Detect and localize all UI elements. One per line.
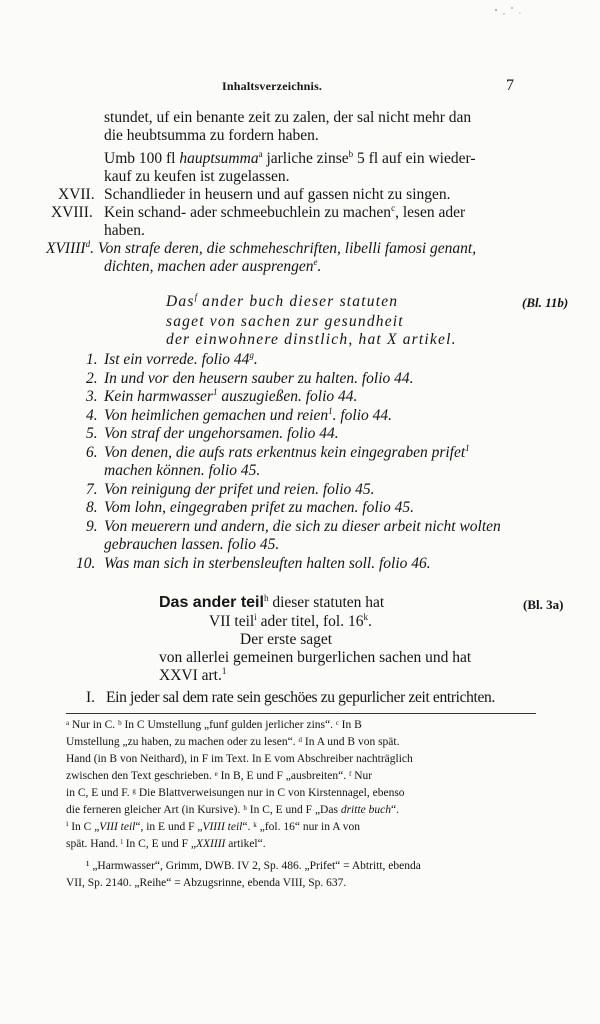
margin-reference: (Bl. 3a) xyxy=(523,597,564,612)
section-heading: Das$^f$ ander buch dieser statuten xyxy=(166,291,399,310)
footnote-line: spät. Hand. ˡ In C, E und F „XXIIII artikel“. xyxy=(66,838,266,850)
entry-text: Ein jeder sal dem rate sein geschöes zu gepurlicher zeit entrichten. xyxy=(106,689,495,706)
article-number: 6. xyxy=(86,443,98,461)
entry-text: Schandlieder in heusern und auf gassen nicht zu singen. xyxy=(104,186,451,203)
text-line: die heubtsumma zu fordern haben. xyxy=(104,127,319,144)
footnote-line: ¹ „Harmwasser“, Grimm, DWB. IV 2, Sp. 486. „Prifet“ = Abtritt, ebenda xyxy=(86,860,421,872)
text-line: Umb 100 fl hauptsumma$^a$ jarliche zinse$^b$ 5 fl auf ein wieder- xyxy=(104,148,476,167)
article-text: Ist ein vorrede. folio 44$^g$. xyxy=(104,349,258,368)
margin-reference: (Bl. 11b) xyxy=(522,295,569,310)
article-text: Von straf der ungehorsamen. folio 44. xyxy=(104,425,339,442)
article-number: 3. xyxy=(86,388,98,405)
article-number: 9. xyxy=(86,517,98,535)
article-text: Von meuerern und andern, die sich zu dieser arbeit nicht wolten xyxy=(104,517,501,535)
section-heading: VII teil$^i$ ader titel, fol. 16$^k$. xyxy=(209,611,372,630)
entry-text: haben. xyxy=(104,222,145,239)
page-number: 7 xyxy=(506,77,514,94)
entry-numeral: I. xyxy=(86,689,96,706)
article-text: In und vor den heusern sauber zu halten. folio 44. xyxy=(104,369,414,387)
article-text: gebrauchen lassen. folio 45. xyxy=(104,536,280,553)
section-heading: der einwohnere dinstlich, hat X artikel. xyxy=(166,331,457,348)
article-number: 1. xyxy=(86,351,98,368)
article-text: Von reinigung der prifet und reien. folio 45. xyxy=(104,480,375,498)
footnote-line: zwischen den Text geschrieben. ᵉ In B, E und F „ausbreiten“. ᶠ Nur xyxy=(66,770,373,782)
article-text: Von denen, die aufs rats erkentnus kein eingegraben prifet$^1$ xyxy=(104,442,470,461)
text-line: kauf zu keufen ist zugelassen. xyxy=(104,168,290,185)
entry-text: dichten, machen ader ausprengen$^e$. xyxy=(104,256,322,275)
section-heading: XXVI art.$^1$ xyxy=(159,665,227,684)
entry-numeral: XVII. xyxy=(58,186,95,203)
section-heading: Der erste saget xyxy=(240,631,333,648)
footnote-line: in C, E und F. ᵍ Die Blattverweisungen nur in C von Kirstennagel, ebenso xyxy=(66,787,405,799)
text-line: stundet, uf ein benante zeit zu zalen, der sal nicht mehr dan xyxy=(104,109,472,126)
entry-text: Kein schand- ader schmeebuchlein zu machen$^c$, lesen ader xyxy=(104,202,466,221)
article-text: machen können. folio 45. xyxy=(104,462,261,479)
footnote-line: Umstellung „zu haben, zu machen oder zu lesen“. ᵈ In A und B von spät. xyxy=(66,736,400,748)
section-heading: Das ander teil$^h$ dieser statuten hat xyxy=(159,592,385,611)
footnote-line: VII, Sp. 2140. „Reihe“ = Abzugsrinne, ebenda VIII, Sp. 637. xyxy=(66,877,347,889)
article-text: Von heimlichen gemachen und reien$^1$. folio 44. xyxy=(104,405,393,424)
article-text: Kein harmwasser$^1$ auszugießen. folio 44. xyxy=(104,386,358,405)
running-header: Inhaltsverzeichnis. xyxy=(222,79,323,93)
article-number: 10. xyxy=(76,554,96,572)
article-number: 8. xyxy=(86,499,98,516)
article-text: Vom lohn, eingegraben prifet zu machen. folio 45. xyxy=(104,499,414,516)
entry-numeral: XVIII. xyxy=(51,204,93,221)
section-heading: von allerlei gemeinen burgerlichen sachen und hat xyxy=(159,649,472,666)
footnote-line: ᵃ Nur in C. ᵇ In C Umstellung „funf gulden jerlicher zins“. ᶜ In B xyxy=(66,719,362,731)
footnote-line: die ferneren gleicher Art (in Kursive). ʰ In C, E und F „Das dritte buch“. xyxy=(66,804,399,816)
entry-text: XVIIII$^d$. Von strafe deren, die schmeheschriften, libelli famosi genant, xyxy=(46,238,477,257)
article-number: 7. xyxy=(86,480,98,498)
article-number: 5. xyxy=(86,425,98,442)
article-number: 2. xyxy=(86,369,98,387)
footnote-line: ⁱ In C „VIII teil“, in E und F „VIIII teil“. ᵏ „fol. 16“ nur in A von xyxy=(66,821,361,833)
footnote-line: Hand (in B von Neithard), in F im Text. In E vom Abschreiber nachträglich xyxy=(66,753,413,765)
article-number: 4. xyxy=(86,406,98,424)
section-heading: saget von sachen zur gesundheit xyxy=(166,313,404,330)
scan-speckle xyxy=(490,2,530,20)
article-text: Was man sich in sterbensleuften halten soll. folio 46. xyxy=(104,554,431,572)
footnote-rule xyxy=(66,713,536,714)
